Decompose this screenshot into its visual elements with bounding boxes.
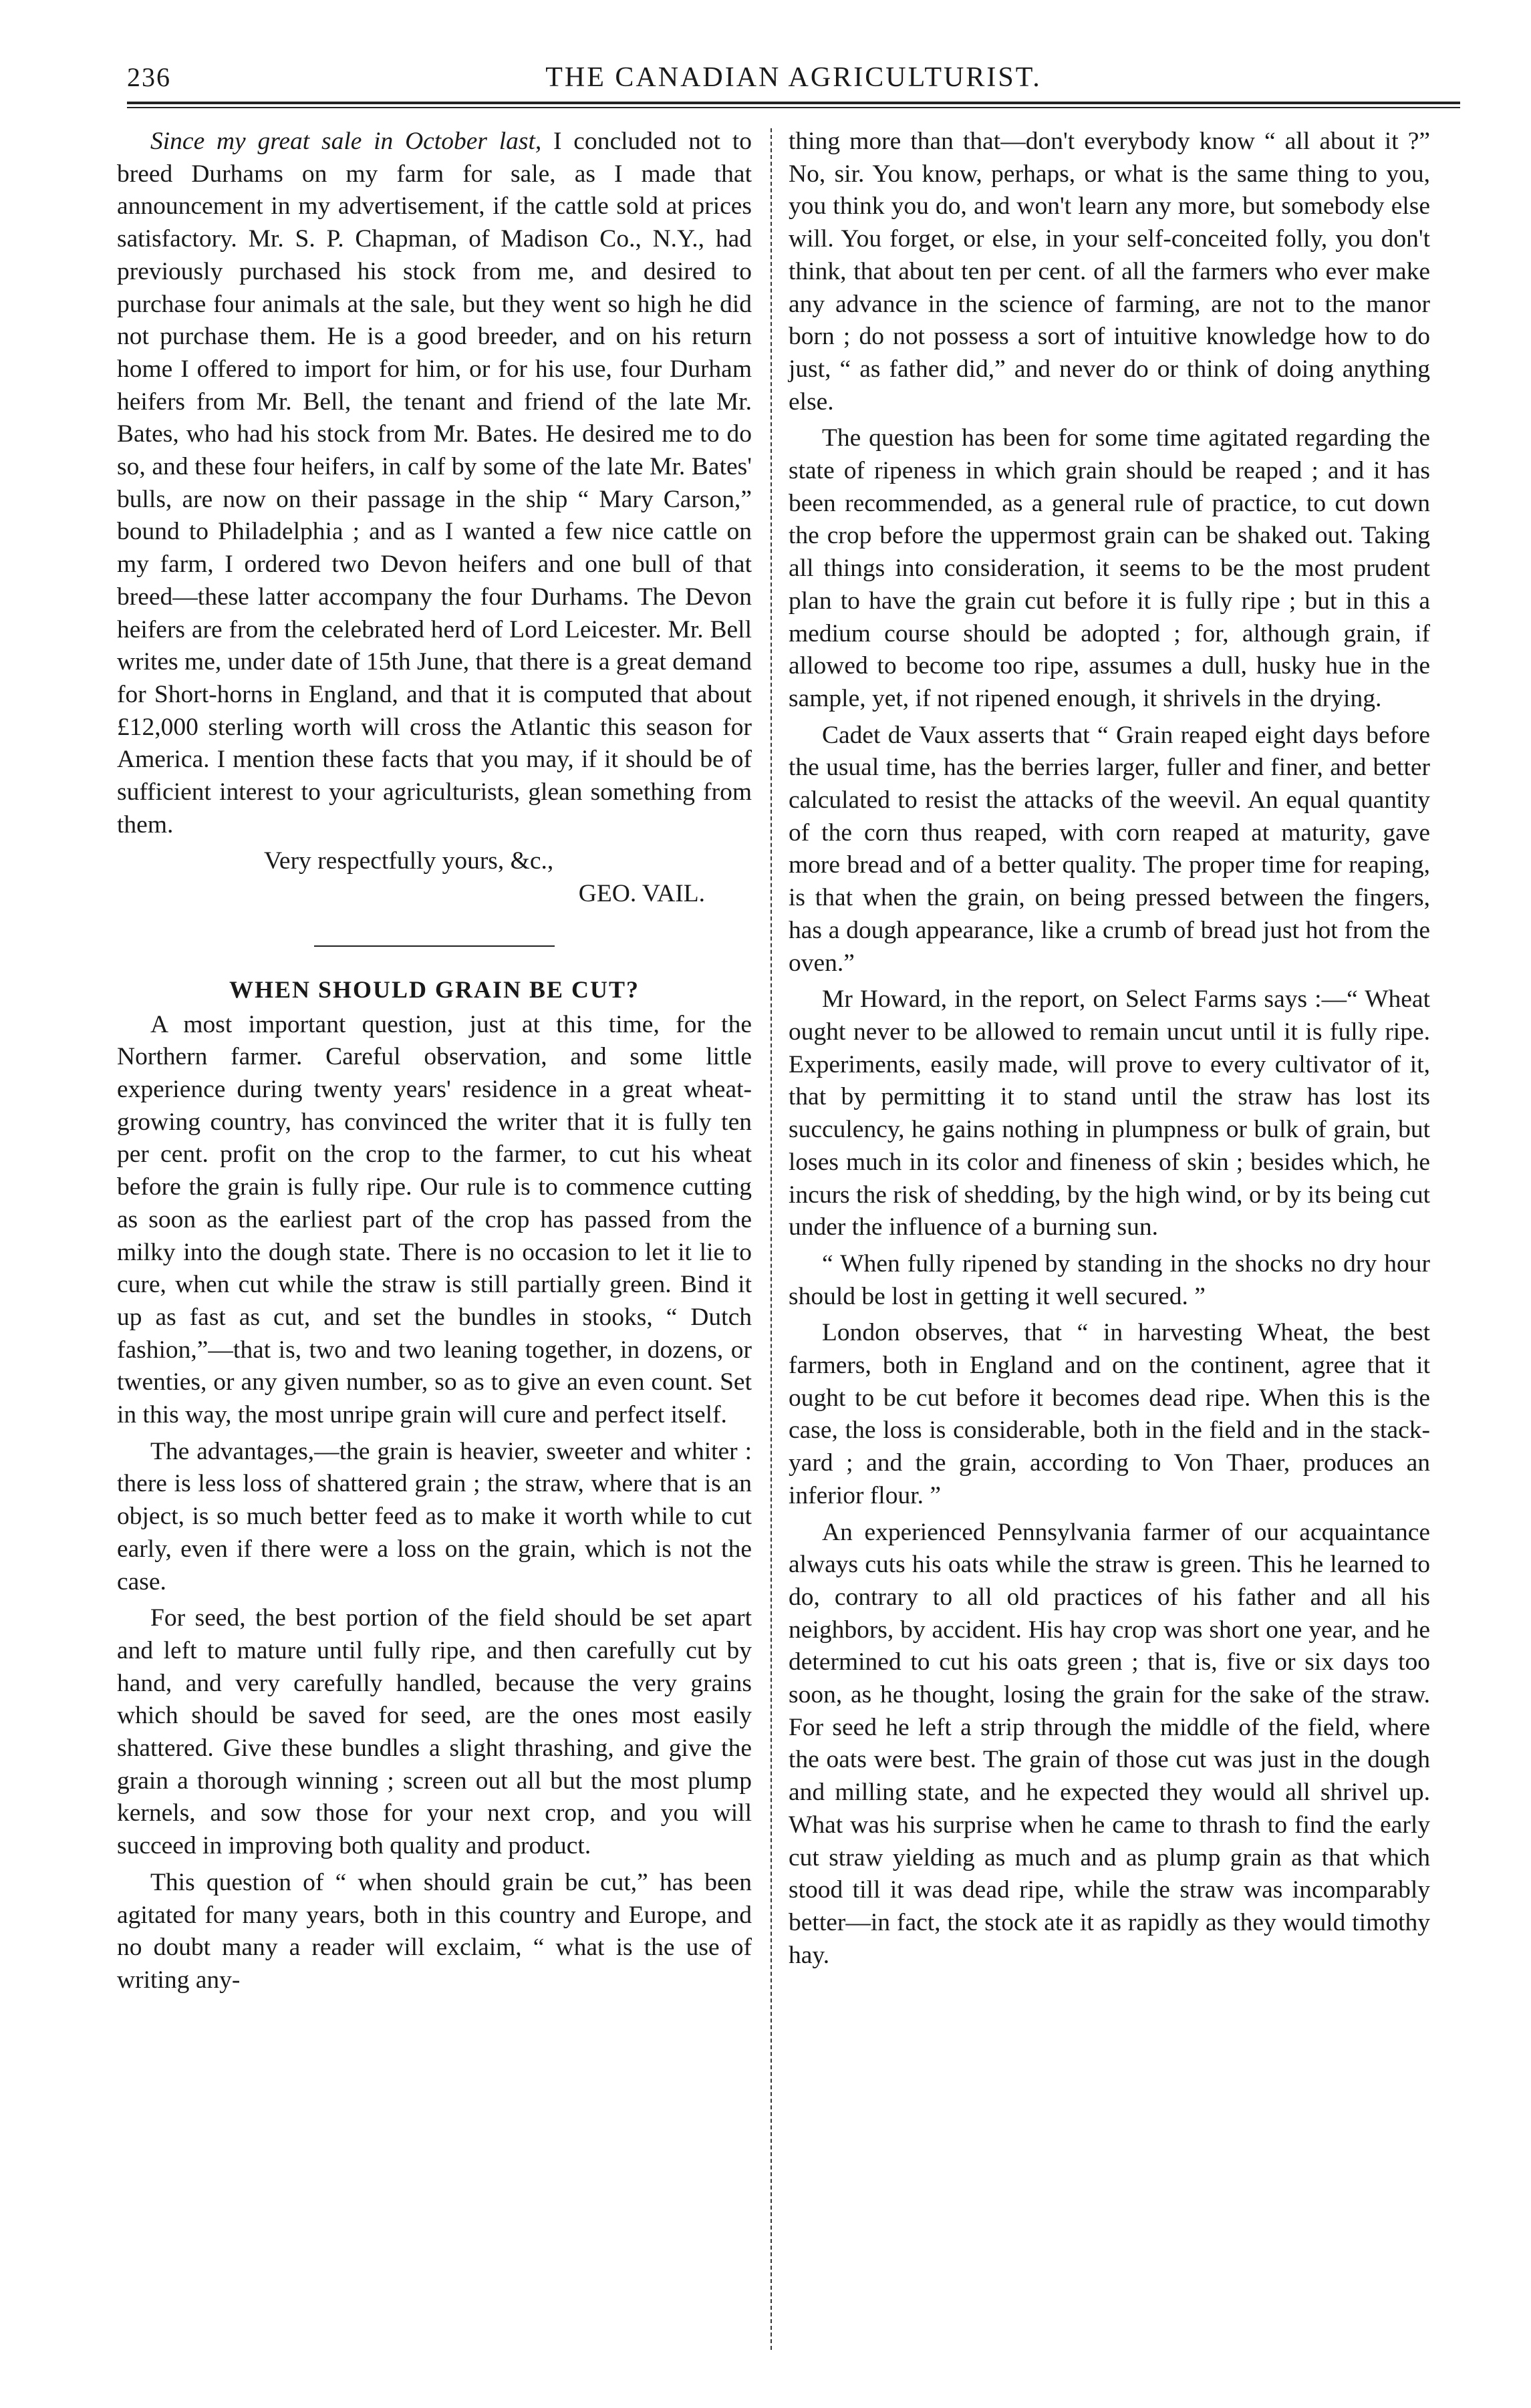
article-paragraph: For seed, the best portion of the field should be set apart and left to mature until fully ripe, and then carefully cut by hand, and very carefully handled, because the very grains which should be saved for seed, are the ones most easily shattered. Give these bundles a slight thrashing, and give the grain a thorough winning ; screen out all but the most plump kernels, and sow those for your next crop, and you will succeed in improving both quality and product. — [117, 1604, 752, 1860]
article-heading: WHEN SHOULD GRAIN BE CUT? — [229, 975, 640, 1003]
article-paragraph: London observes, that “ in harvesting Wheat, the best farmers, both in England and on the continent, agree that it ought to be cut before it becomes dead ripe. When this is the case, the loss is considerable, both in the field and in the stack-yard ; and the grain, according to Von Thaer, produces an inferior flour. ” — [789, 1319, 1430, 1509]
running-title: THE CANADIAN AGRICULTURIST. — [545, 62, 1042, 93]
article-paragraph: “ When fully ripened by standing in the shocks no dry hour should be lost in getting it well secured. ” — [789, 1249, 1430, 1310]
letter-paragraph — [117, 126, 752, 841]
letter-body: I concluded not to breed Durhams on my farm for sale, as I made that announcement in my advertisement, if the cattle sold at prices satisfactory. Mr. S. P. Chapman, of Madison Co., N.Y., had previously purchased his stock from me, and desired to purchase four animals at the sale, but they went so high he did not purchase them. He is a good breeder, and on his return home I offered to import for him, or for his use, four Durham heifers from Mr. Bell, the tenant and friend of the late Mr. Bates, who had his stock from Mr. Bates. He desired me to do so, and these four heifers, in calf by some of the late Mr. Bates' bulls, are now on their passage in the ship “ Mary Carson,” bound to Philadelphia ; and as I wanted a few nice cattle on my farm, I ordered two Devon heifers and one bull of that breed—these latter accompany the four Durhams. The Devon heifers are from the celebrated herd of Lord Leicester. Mr. Bell writes me, under date of 15th June, that there is a great demand for Short-horns in England, and that it is computed that about £12,000 sterling worth will cross the Atlantic this season for America. I mention these facts that you may, if it should be of sufficient interest to your agriculturists, glean something from them. — [117, 128, 752, 839]
header-rule-top — [127, 102, 1460, 104]
article-paragraph: Cadet de Vaux asserts that “ Grain reaped eight days before the usual time, has the berries larger, fuller and finer, and better calculated to resist the attacks of the weevil. An equal quantity of the corn thus reaped, with corn reaped at maturity, gave more bread and of a better quality. The proper time for reaping, is that when the grain, on being pressed between the fingers, has a dough appearance, like a crumb of bread just hot from the oven.” — [789, 721, 1430, 977]
letter-closing — [117, 845, 752, 910]
article-paragraph: The question has been for some time agitated regarding the state of ripeness in which grain should be reaped ; and it has been recommended, as a general rule of practice, to cut down the crop before the uppermost grain can be shaked out. Taking all things into consideration, it seems to be the most prudent plan to have the grain cut before it is fully ripe ; but in this a medium course should be adopted ; for, although grain, if allowed to become too ripe, assumes a dull, husky hue in the sample, yet, if not ripened enough, it shrivels in the drying. — [789, 424, 1430, 712]
closing-line: Very respectfully yours, &c., — [264, 847, 554, 875]
left-column — [117, 126, 752, 2001]
section-divider — [314, 945, 555, 947]
article-paragraph: thing more than that—don't everybody know “ all about it ?” No, sir. You know, perhaps, or what is the same thing to you, you think you do, and won't learn any more, but somebody else will. You forget, or else, in your self-conceited folly, you don't think, that about ten per cent. of all the farmers who ever make any advance in the science of farming, are not to the manor born ; do not possess a sort of intuitive knowledge how to do just, “ as father did,” and never do or think of doing anything else. — [789, 128, 1430, 416]
article-paragraph: This question of “ when should grain be cut,” has been agitated for many years, both in this country and Europe, and no doubt many a reader will exclaim, “ what is the use of writing any- — [117, 1868, 752, 1994]
letter-lead: Since my great sale in October last, — [150, 128, 542, 155]
article-paragraph: A most important question, just at this time, for the Northern farmer. Careful observation, and some little experience during twenty years' residence in a great wheat-growing country, has convinced the writer that it is fully ten per cent. profit on the crop to the farmer, to cut his wheat before the grain is fully ripe. Our rule is to commence cutting as soon as the earliest part of the crop has passed from the milky into the dough state. There is no occasion to let it lie to cure, when cut while the straw is still partially green. Bind it up as fast as cut, and set the bundles in stooks, “ Dutch fashion,”—that is, two and two leaning together, in dozens, or twenties, or any given number, so as to give an even count. Set in this way, the most unripe grain will cure and perfect itself. — [117, 1010, 752, 1429]
signature: GEO. VAIL. — [578, 880, 705, 908]
right-column — [789, 126, 1430, 1976]
article-paragraph: The advantages,—the grain is heavier, sweeter and whiter : there is less loss of shattered grain ; the straw, where that is an object, is so much better feed as to make it worth while to cut early, even if there were a loss on the grain, which is not the case. — [117, 1437, 752, 1596]
page-number: 236 — [127, 62, 171, 92]
article-paragraph: Mr Howard, in the report, on Select Farms says :—“ Wheat ought never to be allowed to remain uncut until it is fully ripe. Experiments, easily made, will prove to every cultivator of it, that by permitting it to stand until the straw has lost its succulency, he gains nothing in plumpness or bulk of grain, but loses much in its color and fineness of skin ; besides which, he incurs the risk of shedding, by the high wind, or by its being cut under the influence of a burning sun. — [789, 986, 1430, 1241]
article-paragraph: An experienced Pennsylvania farmer of our acquaintance always cuts his oats while the straw is green. This he learned to do, contrary to all old practices of his father and all his neighbors, by accident. His hay crop was short one year, and he determined to cut his oats green ; that is, five or six days too soon, as he thought, losing the grain for the sake of the straw. For seed he left a strip through the middle of the field, where the oats were best. The grain of those cut was just in the dough and milling state, and he expected they would all shrivel up. What was his surprise when he came to thrash to find the early cut straw yielding as much and as plump grain as that which stood till it was dead ripe, while the straw was incomparably better—in fact, the stock ate it as rapidly as they would timothy hay. — [789, 1518, 1430, 1969]
page-header — [127, 61, 1460, 102]
column-divider — [771, 128, 772, 2350]
header-rule-bottom — [127, 107, 1460, 108]
